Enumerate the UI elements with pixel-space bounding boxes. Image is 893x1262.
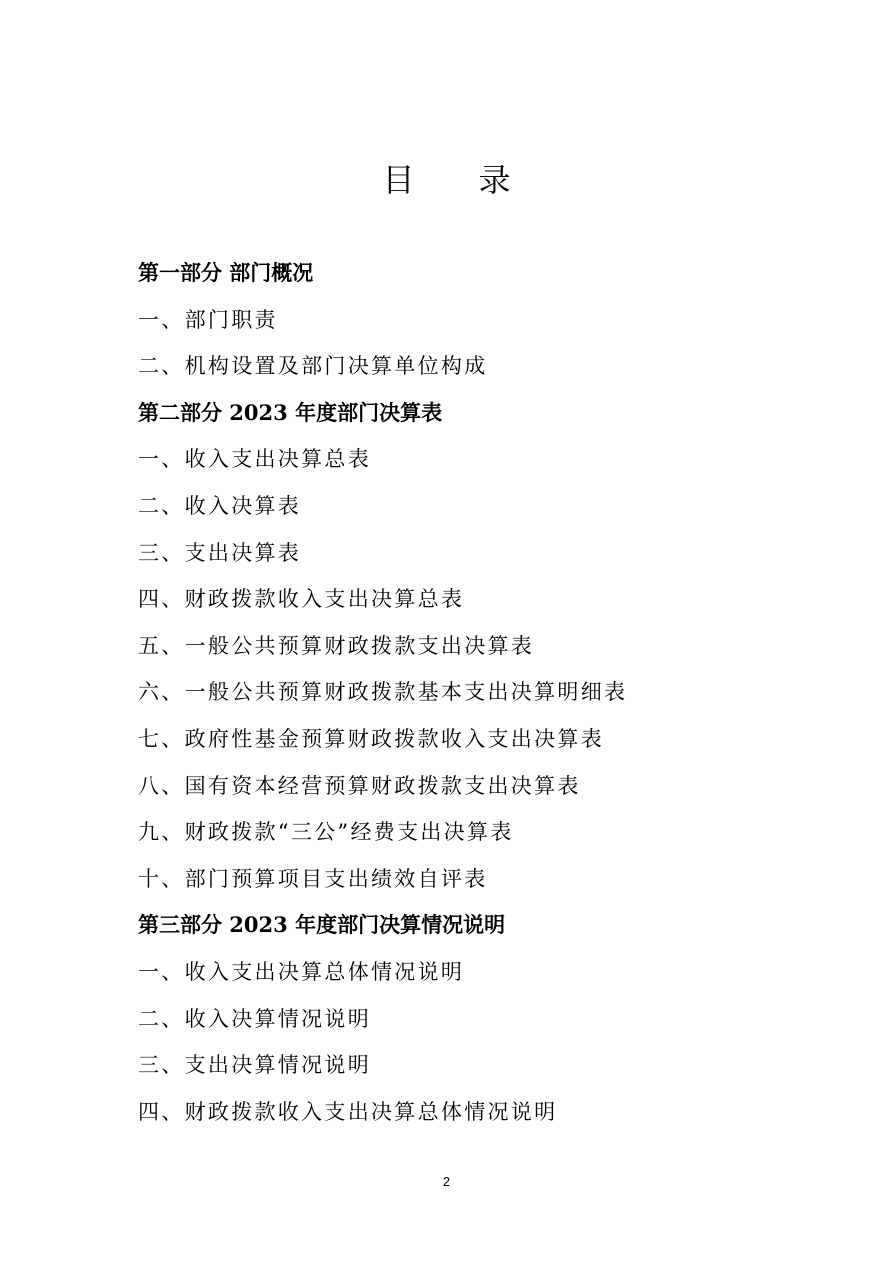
toc-item: 八、国有资本经营预算财政拨款支出决算表: [138, 773, 581, 798]
toc-part-heading: 第二部分 2023 年度部门决算表: [138, 399, 443, 425]
toc-item: 二、收入决算表: [138, 493, 302, 518]
toc-item: 二、机构设置及部门决算单位构成: [138, 354, 488, 379]
page-number: 2: [442, 1174, 451, 1189]
toc-part-heading: 第三部分 2023 年度部门决算情况说明: [138, 912, 506, 938]
toc-item: 一、部门职责: [138, 307, 278, 332]
toc-item: 一、收入支出决算总体情况说明: [138, 959, 465, 984]
toc-item: 十、部门预算项目支出绩效自评表: [138, 866, 488, 891]
toc-item: 九、财政拨款“三公”经费支出决算表: [138, 820, 514, 845]
page-title: 目 录: [382, 161, 511, 199]
toc-item: 五、一般公共预算财政拨款支出决算表: [138, 633, 535, 658]
toc-item: 二、收入决算情况说明: [138, 1006, 371, 1031]
toc-item: 七、政府性基金预算财政拨款收入支出决算表: [138, 726, 604, 751]
toc-item: 六、一般公共预算财政拨款基本支出决算明细表: [138, 680, 628, 705]
toc-item: 三、支出决算情况说明: [138, 1053, 371, 1078]
toc-item: 四、财政拨款收入支出决算总表: [138, 587, 465, 612]
toc-part-heading: 第一部分 部门概况: [138, 260, 314, 285]
toc-item: 四、财政拨款收入支出决算总体情况说明: [138, 1099, 558, 1124]
toc-item: 三、支出决算表: [138, 540, 302, 565]
table-of-contents: [138, 250, 858, 1135]
toc-item: 一、收入支出决算总表: [138, 447, 371, 472]
